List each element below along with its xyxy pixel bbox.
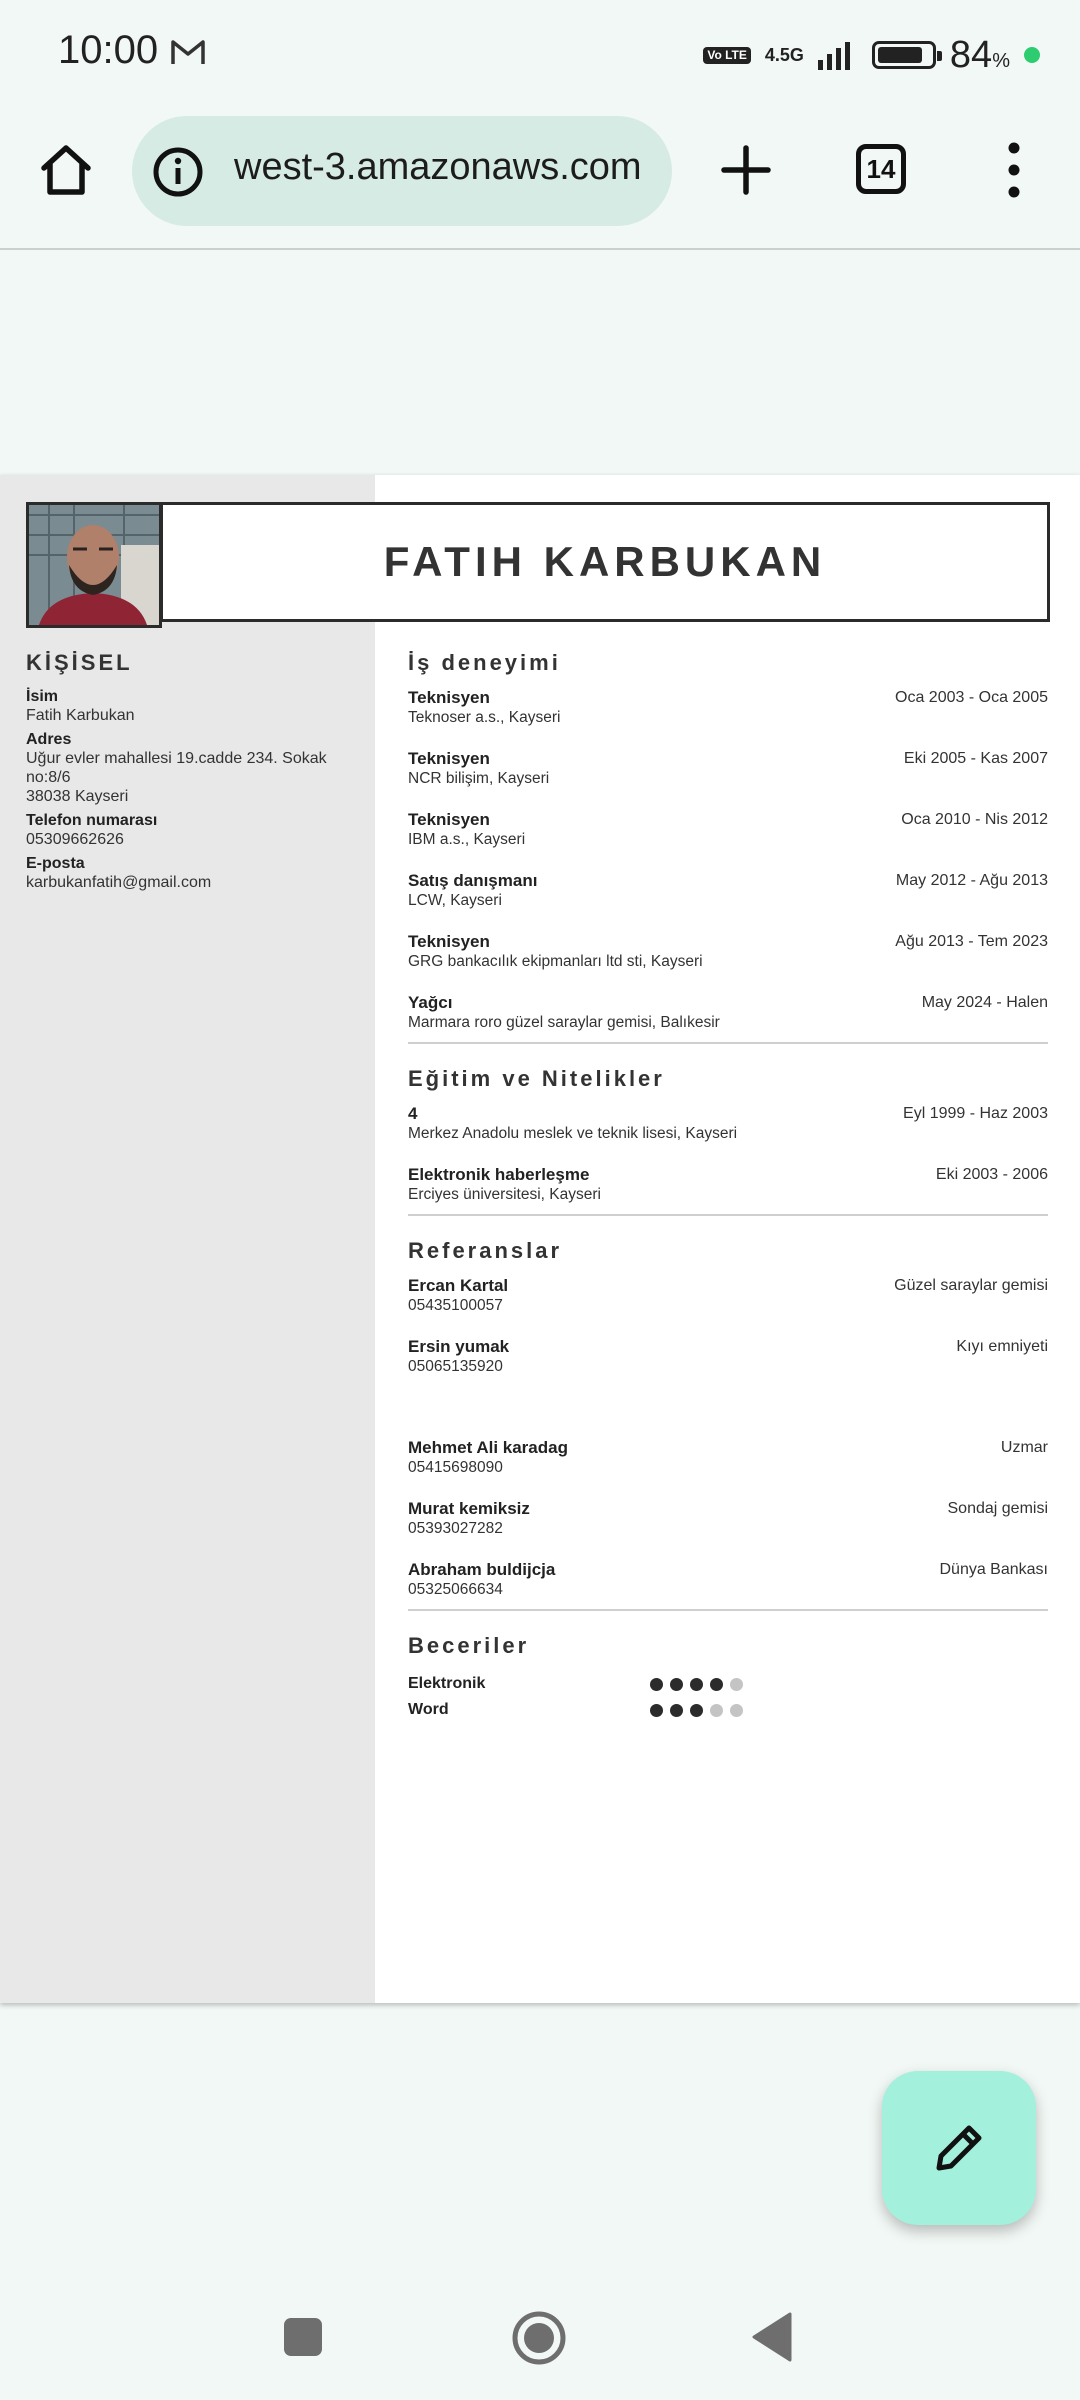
rating-dot-filled [670, 1704, 683, 1717]
entry-date: Sondaj gemisi [947, 1500, 1048, 1517]
section-divider [408, 1214, 1048, 1216]
entry-title: Teknisyen [408, 810, 490, 829]
field-label: İsim [26, 688, 59, 705]
rating-dot-empty [710, 1704, 723, 1717]
experience-heading: İş deneyimi [408, 650, 561, 675]
entry-date: May 2012 - Ağu 2013 [895, 872, 1048, 889]
entry-subtitle: 05393027282 [408, 1520, 503, 1537]
more-options-icon[interactable] [996, 140, 1032, 200]
battery-percent: 84 [949, 33, 993, 76]
skill-row [408, 1671, 1048, 1697]
browser-toolbar [0, 110, 1080, 250]
entry-subtitle: GRG bankacılık ekipmanları ltd sti, Kayseri [408, 953, 703, 970]
skill-rating [650, 1678, 743, 1691]
entry-date: Ağu 2013 - Tem 2023 [895, 933, 1048, 950]
entry-title: Abraham buldijcja [408, 1560, 556, 1579]
entry-subtitle: 05435100057 [408, 1297, 503, 1314]
cv-main-column [408, 650, 1048, 1723]
field-value: Uğur evler mahallesi 19.cadde 234. Sokak no:8/6 [26, 750, 327, 786]
entry-title: 4 [408, 1104, 418, 1123]
edit-fab-button[interactable] [882, 2071, 1036, 2225]
tab-switcher-button[interactable]: 14 [856, 144, 906, 194]
entry-subtitle: 05325066634 [408, 1581, 503, 1598]
section-divider [408, 1042, 1048, 1044]
battery-unit: % [992, 49, 1010, 72]
cv-document [0, 475, 1080, 2003]
entry-subtitle: IBM a.s., Kayseri [408, 831, 526, 848]
entry-date: Oca 2003 - Oca 2005 [895, 689, 1048, 706]
entry-subtitle: NCR bilişim, Kayseri [408, 770, 550, 787]
recents-button[interactable] [284, 2318, 322, 2356]
field-value: karbukanfatih@gmail.com [26, 874, 212, 891]
reference-entry [408, 1499, 1048, 1538]
personal-heading: KİŞİSEL [26, 650, 133, 675]
entry-subtitle: 05065135920 [408, 1358, 503, 1375]
entry-date: Eyl 1999 - Haz 2003 [903, 1105, 1048, 1122]
profile-photo [26, 502, 162, 628]
home-nav-button[interactable] [511, 2310, 567, 2366]
rating-dot-empty [730, 1704, 743, 1717]
rating-dot-filled [670, 1678, 683, 1691]
entry-title: Teknisyen [408, 688, 490, 707]
rating-dot-filled [690, 1678, 703, 1691]
volte-badge: Vo LTE [703, 47, 751, 64]
entry-date: May 2024 - Halen [921, 994, 1048, 1011]
entry-title: Murat kemiksiz [408, 1499, 530, 1518]
rating-dot-filled [650, 1704, 663, 1717]
experience-entry [408, 810, 1048, 849]
field-value: 38038 Kayseri [26, 788, 129, 805]
education-entry [408, 1104, 1048, 1143]
skills-heading: Beceriler [408, 1633, 530, 1658]
education-entry [408, 1165, 1048, 1204]
skill-row [408, 1697, 1048, 1723]
entry-subtitle: 05415698090 [408, 1459, 503, 1476]
field-label: E-posta [26, 855, 85, 872]
pencil-icon [929, 2118, 989, 2178]
entry-title: Elektronik haberleşme [408, 1165, 590, 1184]
references-heading: Referanslar [408, 1238, 563, 1263]
entry-subtitle: Erciyes üniversitesi, Kayseri [408, 1186, 601, 1203]
entry-subtitle: LCW, Kayseri [408, 892, 502, 909]
entry-date: Eki 2005 - Kas 2007 [903, 750, 1048, 767]
personal-section [26, 650, 366, 892]
entry-title: Ersin yumak [408, 1337, 510, 1356]
site-info-icon[interactable] [152, 146, 204, 198]
experience-entry [408, 688, 1048, 727]
rating-dot-filled [690, 1704, 703, 1717]
reference-entry [408, 1438, 1048, 1477]
status-time: 10:00 [58, 28, 159, 72]
gmail-notification-icon [170, 38, 206, 66]
privacy-indicator-dot [1024, 47, 1040, 63]
experience-entry [408, 932, 1048, 971]
entry-date: Eki 2003 - 2006 [935, 1166, 1048, 1183]
battery-icon [872, 41, 936, 69]
rating-dot-filled [710, 1678, 723, 1691]
entry-title: Yağcı [408, 993, 453, 1012]
entry-date: Oca 2010 - Nis 2012 [901, 811, 1048, 828]
field-value: 05309662626 [26, 831, 124, 848]
skill-name: Word [408, 1701, 449, 1718]
entry-title: Satış danışmanı [408, 871, 538, 890]
section-divider [408, 1609, 1048, 1611]
entry-title: Ercan Kartal [408, 1276, 509, 1295]
entry-subtitle: Merkez Anadolu meslek ve teknik lisesi, Kayseri [408, 1125, 738, 1142]
field-label: Telefon numarası [26, 812, 158, 829]
entry-subtitle: Teknoser a.s., Kayseri [408, 709, 561, 726]
field-label: Adres [26, 731, 72, 748]
rating-dot-filled [650, 1678, 663, 1691]
reference-entry [408, 1560, 1048, 1599]
entry-title: Teknisyen [408, 749, 490, 768]
url-text[interactable]: west-3.amazonaws.com [234, 146, 642, 188]
cv-name: FATIH KARBUKAN [383, 538, 827, 585]
address-bar[interactable] [132, 116, 672, 226]
network-type: 4.5G [764, 45, 804, 65]
entry-date: Uzmar [1000, 1439, 1048, 1456]
reference-entry [408, 1337, 1048, 1376]
entry-date: Kıyı emniyeti [956, 1338, 1048, 1355]
entry-date: Dünya Bankası [939, 1561, 1048, 1578]
experience-entry [408, 993, 1048, 1032]
rating-dot-empty [730, 1678, 743, 1691]
new-tab-icon[interactable] [716, 140, 776, 200]
skill-name: Elektronik [408, 1675, 486, 1692]
entry-date: Güzel saraylar gemisi [894, 1277, 1048, 1294]
home-icon[interactable] [36, 140, 96, 200]
blank-gap [408, 1398, 1048, 1438]
education-heading: Eğitim ve Nitelikler [408, 1066, 665, 1091]
entry-title: Teknisyen [408, 932, 490, 951]
cv-name-header [160, 502, 1050, 622]
entry-title: Mehmet Ali karadag [408, 1438, 568, 1457]
entry-subtitle: Marmara roro güzel saraylar gemisi, Balıkesir [408, 1014, 720, 1031]
experience-entry [408, 871, 1048, 910]
signal-icon [818, 38, 858, 72]
skill-rating [650, 1704, 743, 1717]
experience-entry [408, 749, 1048, 788]
reference-entry [408, 1276, 1048, 1315]
status-bar [0, 0, 1080, 110]
system-nav-bar [0, 2290, 1080, 2400]
back-nav-button[interactable] [752, 2312, 792, 2362]
field-value: Fatih Karbukan [26, 707, 135, 724]
